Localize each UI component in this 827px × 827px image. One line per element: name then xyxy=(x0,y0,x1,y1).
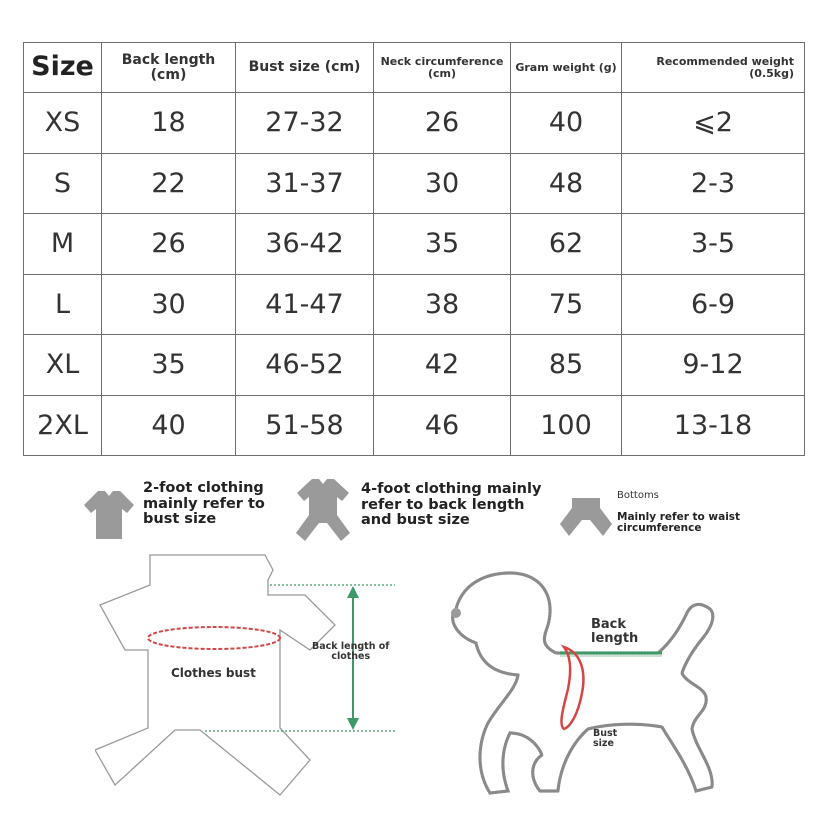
header-size: Size xyxy=(24,43,102,93)
bottoms-title: Bottoms xyxy=(617,490,659,501)
bottoms-line-2: circumference xyxy=(617,522,702,535)
cell-back-length: 22 xyxy=(102,153,236,214)
clothes-bust-ring xyxy=(148,627,280,649)
clothes-bust-label: Clothes bust xyxy=(171,666,256,680)
dog-bust-label xyxy=(593,729,617,749)
cell-back-length: 35 xyxy=(102,335,236,396)
bottoms-caption xyxy=(617,512,740,534)
cell-size: M xyxy=(24,214,102,275)
cell-gram-weight: 100 xyxy=(511,395,622,456)
dog-measurement-diagram xyxy=(440,565,740,800)
dog-bust-line-2: size xyxy=(593,737,614,749)
cell-neck: 35 xyxy=(374,214,511,275)
cell-neck: 26 xyxy=(374,93,511,154)
two-foot-line-3: bust size xyxy=(143,511,217,527)
cell-gram-weight: 62 xyxy=(511,214,622,275)
clothes-measurement-diagram xyxy=(95,550,405,810)
cell-bust-size: 36-42 xyxy=(236,214,374,275)
header-rec-line2: (0.5kg) xyxy=(749,66,794,80)
cell-back-length: 26 xyxy=(102,214,236,275)
clothes-back-length-label xyxy=(312,642,389,662)
table-header-row xyxy=(24,43,805,93)
size-chart-table xyxy=(23,42,805,456)
cell-back-length: 30 xyxy=(102,274,236,335)
two-foot-line-1: 2-foot clothing xyxy=(143,480,264,496)
cell-bust-size: 41-47 xyxy=(236,274,374,335)
clothes-back-line-2: clothes xyxy=(331,650,371,662)
four-foot-line-3: and bust size xyxy=(361,512,470,528)
table-row xyxy=(24,153,805,214)
four-foot-caption xyxy=(361,482,541,529)
bottoms-icon xyxy=(558,496,614,540)
cell-size: S xyxy=(24,153,102,214)
four-foot-suit-icon xyxy=(294,477,352,545)
dog-bust-ring xyxy=(561,647,583,729)
cell-neck: 42 xyxy=(374,335,511,396)
cell-recommended-weight: 9-12 xyxy=(622,335,805,396)
cell-size: L xyxy=(24,274,102,335)
cell-neck: 30 xyxy=(374,153,511,214)
header-neck-line2: (cm) xyxy=(427,66,457,80)
table-row xyxy=(24,214,805,275)
header-bust-size: Bust size (cm) xyxy=(236,43,374,93)
header-neck-line1: Neck circumference xyxy=(380,54,504,68)
two-foot-caption xyxy=(143,481,265,528)
cell-gram-weight: 75 xyxy=(511,274,622,335)
cell-recommended-weight: 3-5 xyxy=(622,214,805,275)
cell-neck: 46 xyxy=(374,395,511,456)
dog-back-line-1: Back xyxy=(591,617,627,632)
header-gram-weight: Gram weight (g) xyxy=(511,43,622,93)
cell-gram-weight: 40 xyxy=(511,93,622,154)
table-row xyxy=(24,335,805,396)
header-rec-line1: Recommended weight xyxy=(656,54,794,68)
table-row xyxy=(24,274,805,335)
cell-gram-weight: 48 xyxy=(511,153,622,214)
cell-recommended-weight: 6-9 xyxy=(622,274,805,335)
cell-recommended-weight: 2-3 xyxy=(622,153,805,214)
table-row xyxy=(24,93,805,154)
cell-bust-size: 31-37 xyxy=(236,153,374,214)
clothes-back-line-1: Back length of xyxy=(312,641,390,652)
cell-bust-size: 27-32 xyxy=(236,93,374,154)
four-foot-line-2: refer to back length xyxy=(361,496,525,513)
dog-back-line-2: length xyxy=(591,630,639,646)
two-foot-line-2: mainly refer to xyxy=(143,495,265,512)
cell-bust-size: 51-58 xyxy=(236,395,374,456)
cell-size: XL xyxy=(24,335,102,396)
dog-nose-icon xyxy=(451,608,461,618)
four-foot-line-1: 4-foot clothing mainly xyxy=(361,481,542,497)
header-neck-circumference xyxy=(374,43,511,93)
cell-bust-size: 46-52 xyxy=(236,335,374,396)
cell-size: XS xyxy=(24,93,102,154)
cell-back-length: 40 xyxy=(102,395,236,456)
table-row xyxy=(24,395,805,456)
cell-neck: 38 xyxy=(374,274,511,335)
dog-back-length-label xyxy=(591,618,638,645)
header-recommended-weight xyxy=(622,43,805,93)
cell-back-length: 18 xyxy=(102,93,236,154)
cell-recommended-weight: ⩽2 xyxy=(622,93,805,154)
two-foot-shirt-icon xyxy=(82,488,136,542)
cell-size: 2XL xyxy=(24,395,102,456)
header-back-length: Back length (cm) xyxy=(102,43,236,93)
cell-gram-weight: 85 xyxy=(511,335,622,396)
dog-bust-line-1: Bust xyxy=(593,728,618,739)
bottoms-line-1: Mainly refer to waist xyxy=(617,511,741,523)
cell-recommended-weight: 13-18 xyxy=(622,395,805,456)
